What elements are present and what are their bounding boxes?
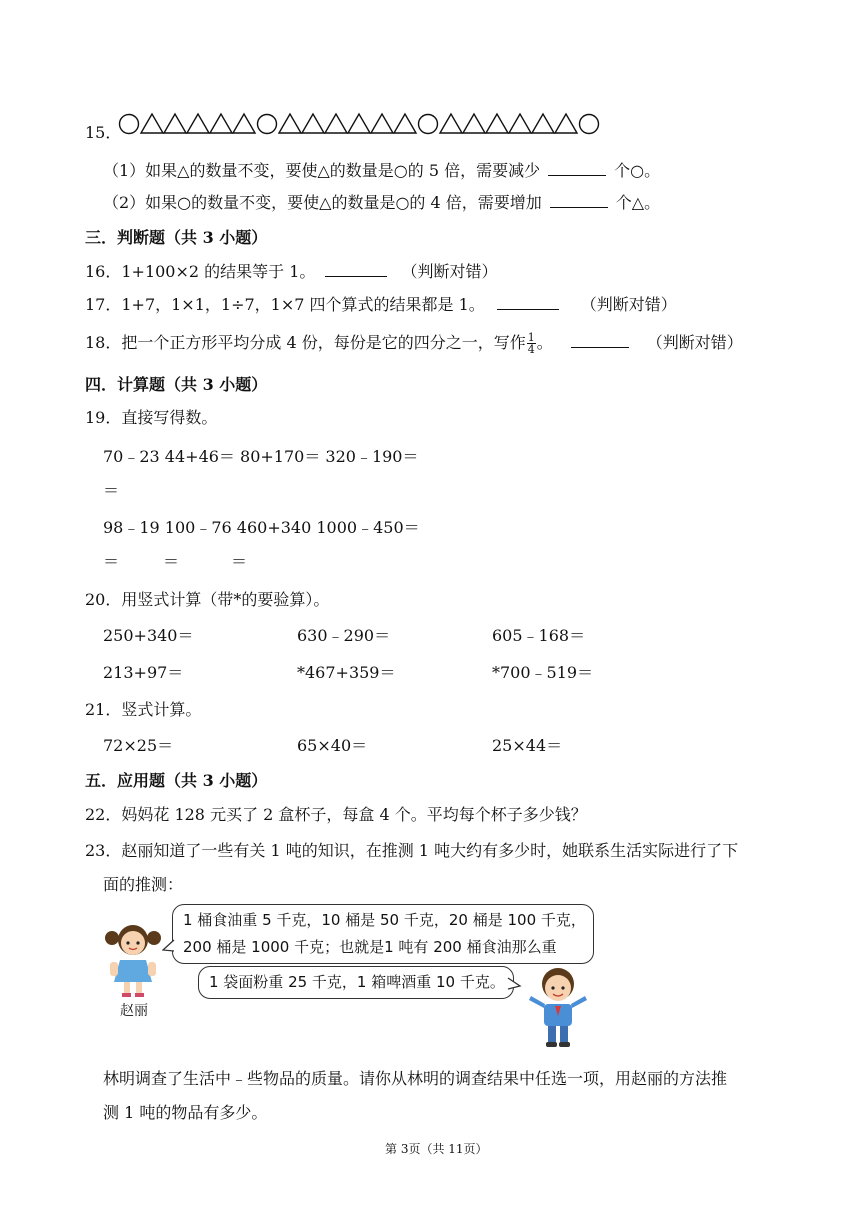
circle-shape [258, 115, 277, 134]
triangle-shape [279, 114, 301, 133]
triangle-shape [440, 114, 462, 133]
q21-item-3: 25×44＝ [492, 736, 563, 755]
q19-title: 19．直接写得数。 [85, 408, 218, 427]
triangle-shape [394, 114, 416, 133]
section-3-heading: 三．判断题（共 3 小题） [85, 228, 268, 247]
q20-item-6: *700﹣519＝ [492, 663, 594, 682]
q17-text: 17．1+7，1×1，1÷7，1×7 四个算式的结果都是 1。 [85, 295, 485, 314]
q19-row2-equals-c: ＝ [231, 552, 248, 571]
q19-row2-equals-a: ＝ [103, 552, 120, 571]
q16 [85, 259, 497, 282]
speech-bubble-linming [198, 966, 514, 999]
q18 [85, 330, 743, 355]
q18-text: 18．把一个正方形平均分成 4 份，每份是它的四分之一，写作 [85, 333, 526, 352]
q23-para1: 林明调查了生活中﹣些物品的质量。请你从林明的调查结果中任选一项，用赵丽的方法推 [103, 1069, 728, 1088]
bubble-tail-icon [506, 976, 522, 992]
bubble1-line1: 1 桶食油重 5 千克，10 桶是 50 千克，20 桶是 100 千克， [183, 911, 586, 929]
q19-row2: 98﹣19 100﹣76 460+340 1000﹣450＝ [103, 518, 420, 537]
q20-item-2: 630﹣290＝ [297, 626, 391, 645]
speech-bubble-zhaoli [172, 904, 594, 964]
triangle-shape [141, 114, 163, 133]
bubble1-line2: 200 桶是 1000 千克；也就是1 吨有 200 桶食油那么重 [183, 938, 557, 956]
answer-blank[interactable] [548, 161, 606, 176]
q21-item-1: 72×25＝ [103, 736, 174, 755]
q19-row1: 70﹣23 44+46＝ 80+170＝ 320﹣190＝ [103, 447, 419, 466]
triangle-shape [532, 114, 554, 133]
q19-row1-equals: ＝ [103, 481, 120, 500]
circle-shape [120, 115, 139, 134]
q23-para2: 测 1 吨的物品有多少。 [103, 1103, 268, 1122]
q17 [85, 292, 677, 315]
triangle-shape [210, 114, 232, 133]
q15-sub1-text: （1）如果△的数量不变，要使△的数量是○的 5 倍，需要减少 [103, 161, 541, 180]
bubble2-text: 1 袋面粉重 25 千克，1 箱啤酒重 10 千克。 [209, 973, 505, 991]
q20-title: 20．用竖式计算（带*的要验算）。 [85, 590, 330, 609]
page-footer: 第 3页（共 11页） [385, 1142, 488, 1156]
q16-text: 16．1+100×2 的结果等于 1。 [85, 262, 316, 281]
triangle-shape [187, 114, 209, 133]
circle-shape [419, 115, 438, 134]
q23-line1: 23．赵丽知道了一些有关 1 吨的知识，在推测 1 吨大约有多少时，她联系生活实际进行了下 [85, 841, 739, 860]
q15-sub1 [103, 158, 660, 181]
q23-line2: 面的推测： [103, 875, 184, 894]
section-5-heading: 五．应用题（共 3 小题） [85, 771, 268, 790]
q15-number: 15． [85, 123, 122, 142]
triangle-shape [164, 114, 186, 133]
q15-sub2-text: （2）如果○的数量不变，要使△的数量是○的 4 倍，需要增加 [103, 193, 542, 212]
triangle-shape [233, 114, 255, 133]
fraction-one-quarter [527, 332, 536, 355]
q20-item-5: *467+359＝ [297, 663, 396, 682]
triangle-shape [509, 114, 531, 133]
triangle-shape [325, 114, 347, 133]
circle-shape [580, 115, 599, 134]
fraction-numerator: 1 [527, 331, 535, 344]
q20-item-3: 605﹣168＝ [492, 626, 586, 645]
q15-sub1-tail: 个○。 [614, 161, 661, 180]
q18-tail: （判断对错） [646, 333, 743, 352]
fraction-denominator: 4 [527, 343, 535, 356]
shape-sequence [118, 112, 602, 136]
q22: 22．妈妈花 128 元买了 2 盒杯子，每盒 4 个。平均每个杯子多少钱？ [85, 805, 587, 824]
triangle-shape [486, 114, 508, 133]
answer-blank[interactable] [325, 262, 387, 277]
q15-sub2-tail: 个△。 [615, 193, 661, 212]
q15-sub2 [103, 190, 660, 213]
triangle-shape [555, 114, 577, 133]
q17-tail: （判断对错） [580, 295, 677, 314]
triangle-shape [463, 114, 485, 133]
answer-blank[interactable] [497, 295, 559, 310]
answer-blank[interactable] [571, 333, 629, 348]
bubble-tail-icon [162, 938, 176, 954]
q20-item-1: 250+340＝ [103, 626, 194, 645]
q18-period: 。 [536, 333, 553, 352]
section-4-heading: 四．计算题（共 3 小题） [85, 375, 268, 394]
girl-label: 赵丽 [120, 1003, 148, 1019]
triangle-shape [371, 114, 393, 133]
illustration [100, 904, 620, 1052]
q16-tail: （判断对错） [401, 262, 498, 281]
q20-item-4: 213+97＝ [103, 663, 184, 682]
answer-blank[interactable] [550, 193, 608, 208]
boy-linming-icon [525, 964, 591, 1050]
triangle-shape [348, 114, 370, 133]
q19-row2-equals-b: ＝ [163, 552, 180, 571]
q21-item-2: 65×40＝ [297, 736, 368, 755]
girl-zhaoli-icon [102, 918, 164, 998]
triangle-shape [302, 114, 324, 133]
q21-title: 21．竖式计算。 [85, 700, 202, 719]
